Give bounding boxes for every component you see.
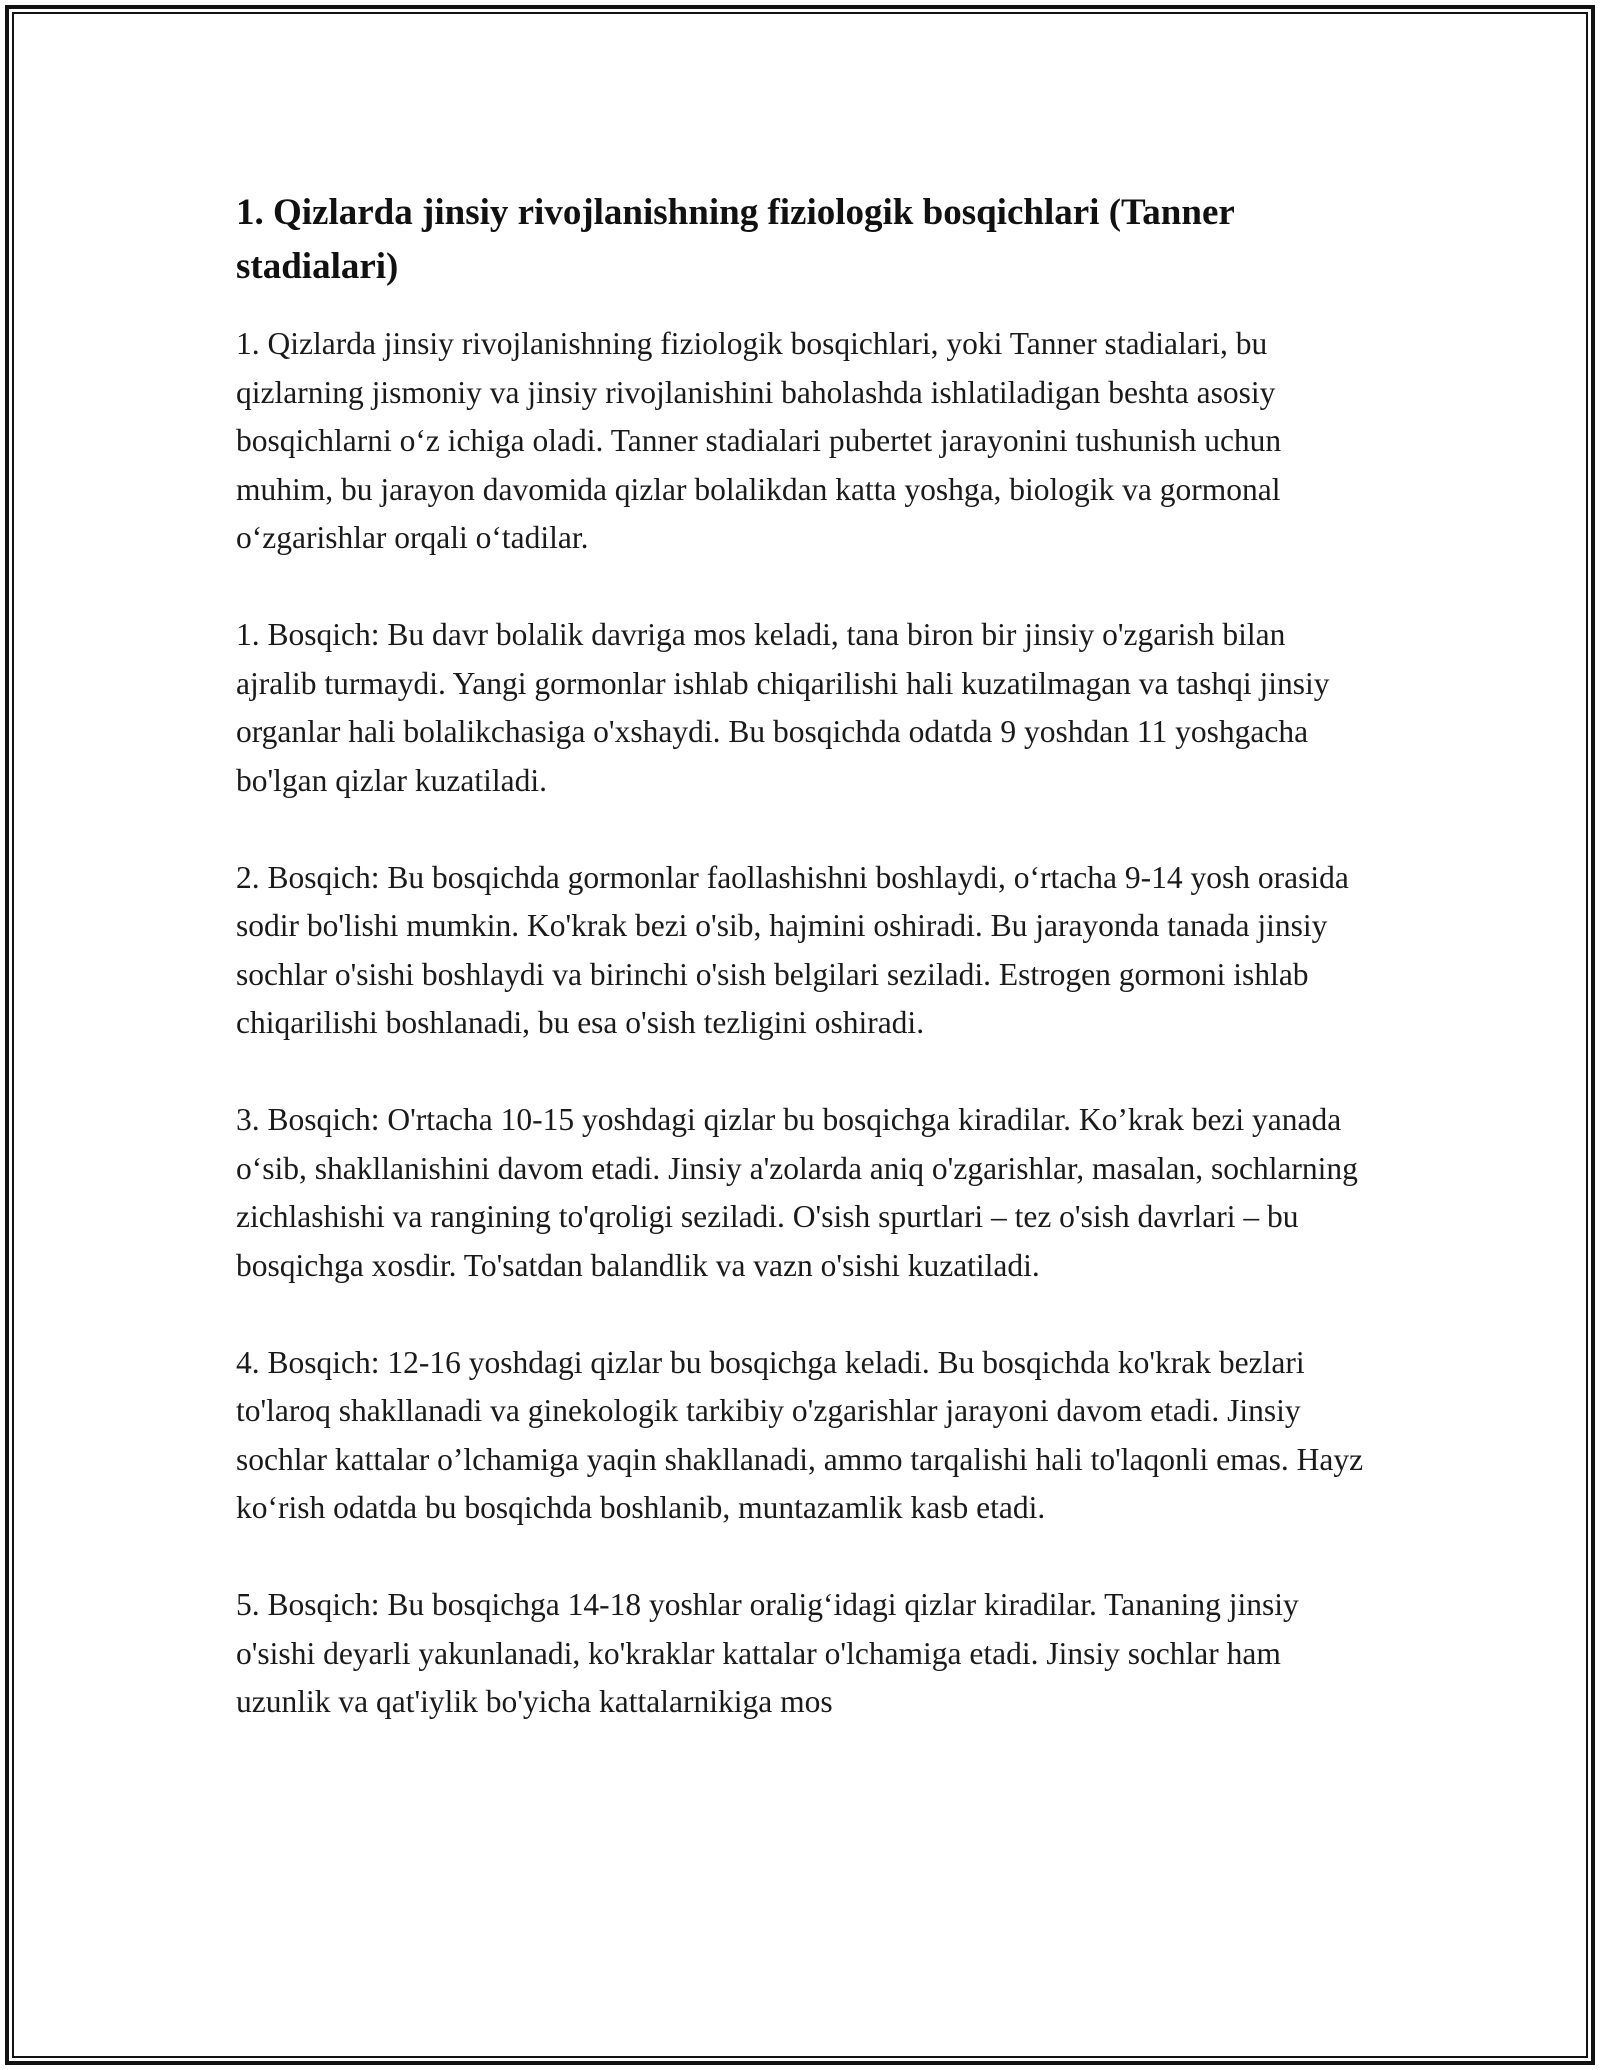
paragraph-stage-3: 3. Bosqich: O'rtacha 10-15 yoshdagi qizlar bu bosqichga kiradilar. Ko’krak bezi yanada oʻsib, shakllanishini davom etadi. Jinsiy a'zolarda aniq o'zgarishlar, masalan, sochlarning zichlashishi va rangining to'qroligi seziladi. O'sish spurtlari – tez o'sish davrlari – bu bosqichga xosdir. To'satdan balandlik va vazn o'sishi kuzatiladi. [236, 1102, 1358, 1283]
paragraph-intro: 1. Qizlarda jinsiy rivojlanishning fiziologik bosqichlari, yoki Tanner stadialari, bu qizlarning jismoniy va jinsiy rivojlanishini baholashda ishlatiladigan beshta asosiy bosqichlarni oʻz ichiga oladi. Tanner stadialari pubertet jarayonini tushunish uchun muhim, bu jarayon davomida qizlar bolalikdan katta yoshga, biologik va gormonal oʻzgarishlar orqali oʻtadilar. [236, 326, 1282, 555]
paragraph-stage-1: 1. Bosqich: Bu davr bolalik davriga mos keladi, tana biron bir jinsiy o'zgarish bilan ajralib turmaydi. Yangi gormonlar ishlab chiqarilishi hali kuzatilmagan va tashqi jinsiy organlar hali bolalikchasiga o'xshaydi. Bu bosqichda odatda 9 yoshdan 11 yoshgacha bo'lgan qizlar kuzatiladi. [236, 617, 1330, 798]
paragraph-stage-4: 4. Bosqich: 12-16 yoshdagi qizlar bu bosqichga keladi. Bu bosqichda ko'krak bezlari to'laroq shakllanadi va ginekologik tarkibiy o'zgarishlar jarayoni davom etadi. Jinsiy sochlar kattalar o’lchamiga yaqin shakllanadi, ammo tarqalishi hali to'laqonli emas. Hayz koʻrish odatda bu bosqichda boshlanib, muntazamlik kasb etadi. [236, 1344, 1364, 1525]
paragraph-stage-5: 5. Bosqich: Bu bosqichga 14-18 yoshlar oraligʻidagi qizlar kiradilar. Tananing jinsiy o'sishi deyarli yakunlanadi, ko'kraklar kattalar o'lchamiga etadi. Jinsiy sochlar ham uzunlik va qat'iylik bo'yicha kattalarnikiga mos [236, 1587, 1299, 1719]
document-title: 1. Qizlarda jinsiy rivojlanishning fiziologik bosqichlari (Tanner stadialari) [236, 192, 1235, 287]
paragraph-stage-2: 2. Bosqich: Bu bosqichda gormonlar faollashishni boshlaydi, oʻrtacha 9-14 yosh orasida sodir bo'lishi mumkin. Ko'krak bezi o'sib, hajmini oshiradi. Bu jarayonda tanada jinsiy sochlar o'sishi boshlaydi va birinchi o'sish belgilari seziladi. Estrogen gormoni ishlab chiqarilishi boshlanadi, bu esa o'sish tezligini oshiradi. [236, 859, 1349, 1040]
document-body [236, 186, 1366, 1775]
